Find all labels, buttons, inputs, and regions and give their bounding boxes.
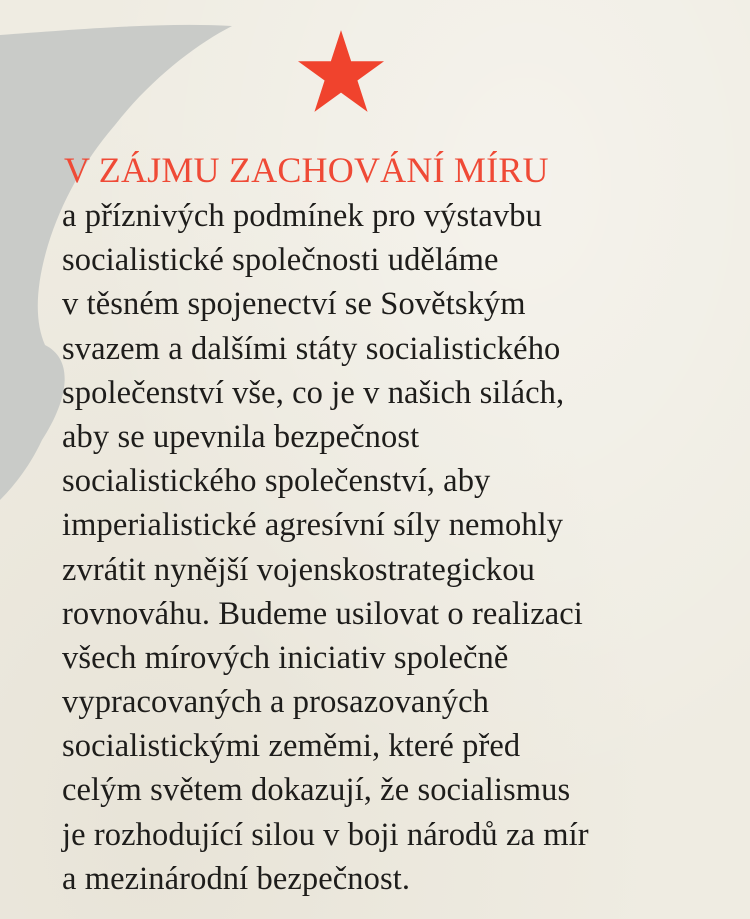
body-paragraph — [62, 194, 742, 901]
red-star-icon — [298, 30, 384, 112]
text-line: zvrátit nynější vojenskostrategickou — [62, 551, 535, 588]
text-line: celým světem dokazují, že socialismus — [62, 772, 571, 809]
text-line: imperialistické agresívní síly nemohly — [62, 507, 564, 544]
text-line: rovnováhu. Budeme usilovat o realizaci — [62, 595, 583, 632]
text-line: je rozhodující silou v boji národů za mír — [62, 816, 589, 853]
text-line: socialistické společnosti uděláme — [62, 242, 499, 279]
text-line: a příznivých podmínek pro výstavbu — [62, 198, 542, 234]
text-line: všech mírových iniciativ společně — [62, 639, 509, 676]
heading: V ZÁJMU ZACHOVÁNÍ MÍRU — [64, 150, 549, 190]
text-line: v těsném spojenectví se Sovětským — [62, 286, 526, 323]
text-line: socialistického společenství, aby — [62, 463, 491, 500]
text-line: socialistickými zeměmi, které před — [62, 728, 521, 765]
text-line: svazem a dalšími státy socialistického — [62, 330, 561, 367]
text-line: společenství vše, co je v našich silách, — [62, 374, 565, 411]
text-line: aby se upevnila bezpečnost — [62, 418, 420, 455]
text-line: vypracovaných a prosazovaných — [62, 684, 490, 721]
text-line: a mezinárodní bezpečnost. — [62, 860, 411, 897]
